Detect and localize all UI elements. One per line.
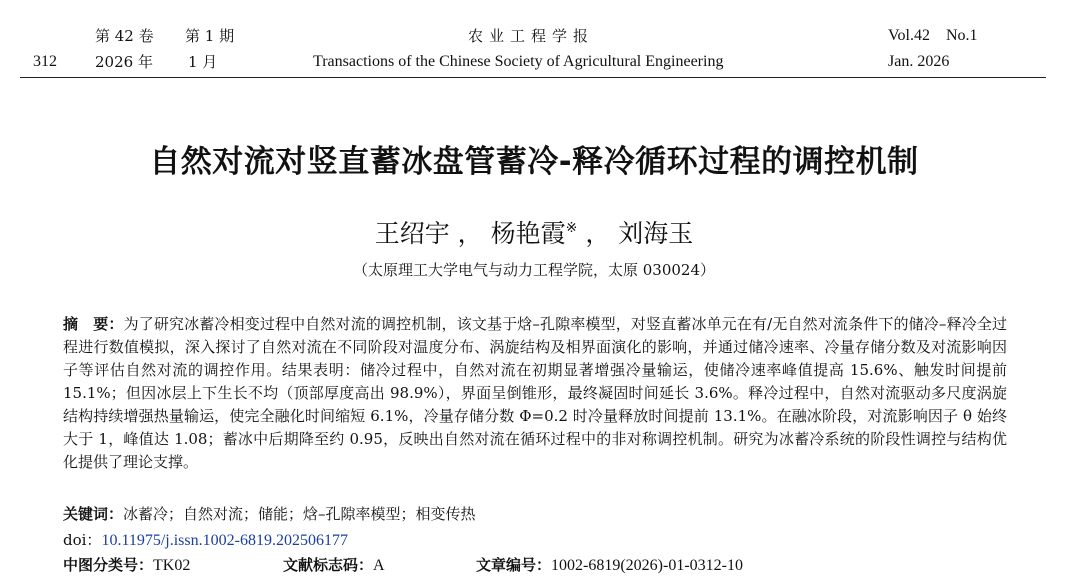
keywords <box>63 503 476 525</box>
keywords-text: 冰蓄冷；自然对流；储能；焓–孔隙率模型；相变传热 <box>123 505 476 523</box>
corresponding-author-mark: ※ <box>565 220 578 236</box>
author-separator: ， <box>585 219 611 248</box>
author-name: 刘海玉 <box>618 219 694 248</box>
abstract-text: 为了研究冰蓄冷相变过程中自然对流的调控机制，该文基于焓–孔隙率模型，对竖直蓄冰单元在有/无自然对流条件下的储冷–释冷全过程进行数值模拟，深入探讨了自然对流在不同阶段对温度分布、涡旋结构及相界面演化的影响，并通过储冷速率、冷量存储分数及对流影响因子等评估自然对流的调控作用。结果表明：储冷过程中，自然对流在初期显著增强冷量输运，使储冷速率峰值提高 15.6%、触发时间提前 15.1%；但因冰层上下生长不均（顶部厚度高出 98.9%），界面呈倒锥形，最终凝固时间延长 3.6%。释冷过程中，自然对流驱动多尺度涡旋结构持续增强热量输运，使完全融化时间缩短 6.1%，冷量存储分数 Φ=0.2 时冷量释放时间提前 13.1%。在融冰阶段，对流影响因子 θ 始终大于 1，峰值达 1.08；蓄冰中后期降至约 0.95，反映出自然对流在循环过程中的非对称调控机制。研究为冰蓄冷系统的阶段性调控与结构优化提供了理论支撑。 <box>63 315 1007 471</box>
journal-name-cn: 农业工程学报 <box>468 27 595 45</box>
document-code <box>283 554 385 577</box>
doi <box>63 529 348 552</box>
journal-header <box>0 0 1068 80</box>
affiliation: （太原理工大学电气与动力工程学院，太原 030024） <box>352 261 716 279</box>
doi-link[interactable]: 10.11975/j.issn.1002-6819.202506177 <box>101 532 348 549</box>
volume-cn: 第 42 卷 <box>95 27 154 45</box>
header-rule <box>20 77 1046 78</box>
author-separator: ， <box>457 219 483 248</box>
keywords-label: 关键词： <box>63 505 124 523</box>
document-code-value: A <box>373 557 385 574</box>
issue-cn: 第 1 期 <box>185 27 235 45</box>
journal-name-en: Transactions of the Chinese Society of Agricultural Engineering <box>313 53 724 70</box>
article-number <box>476 554 743 577</box>
clc-value: TK02 <box>153 557 191 574</box>
year-cn: 2026 年 <box>95 53 153 71</box>
clc-label: 中图分类号： <box>63 556 154 574</box>
abstract-label: 摘 要： <box>63 315 124 333</box>
paper-title: 自然对流对竖直蓄冰盘管蓄冷-释冷循环过程的调控机制 <box>149 144 919 180</box>
month-cn: 1 月 <box>188 53 218 71</box>
issue-date-en: Jan. 2026 <box>888 53 950 70</box>
volume-en: Vol.42 No.1 <box>888 27 978 44</box>
author-list <box>0 210 1068 252</box>
doi-label: doi： <box>63 531 102 549</box>
article-number-value: 1002-6819(2026)-01-0312-10 <box>551 557 743 574</box>
clc-number <box>63 554 190 577</box>
abstract <box>63 313 1007 474</box>
page-number: 312 <box>33 53 57 70</box>
author-name: 杨艳霞 <box>490 219 566 248</box>
author-name: 王绍宇 <box>374 219 450 248</box>
article-number-label: 文章编号： <box>476 556 552 574</box>
document-code-label: 文献标志码： <box>283 556 374 574</box>
